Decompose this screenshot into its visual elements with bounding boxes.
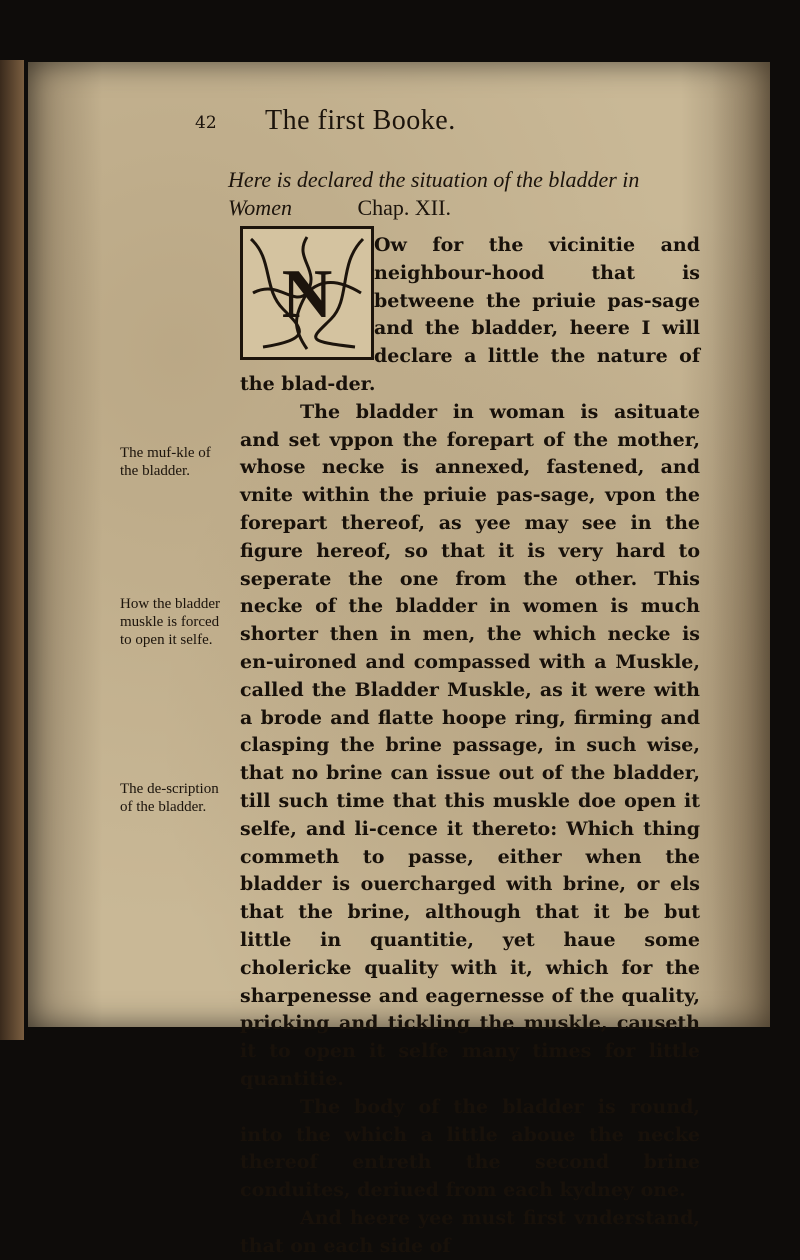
initial-glyph: N: [281, 256, 333, 333]
paragraph-2: The bladder in woman is asituate and set vppon the forepart of the mother, whose necke is annexed, fastened, and vnite within the priuie pas-sage, vpon the forepart thereof, as yee may see in the figure hereof, so that it is very hard to seperate the one from the other. This necke of the bladder in women is much shorter then in men, the which necke is en-uironed and compassed with a Muskle, called the Bladder Muskle, as it were with a brode and flatte hoope ring, firming and clasping the brine passage, in such wise, that no brine can issue out of the bladder, till such time that this muskle doe open it selfe, and li-cence it thereto: Which thing commeth to passe, either when the bladder is ouercharged with brine, or els that the brine, although that it be but little in quantitie, yet haue some cholericke quality with it, which for the sharpenesse and eagernesse of the quality, pricking and tickling the muskle, causeth it to open it selfe many times for little quantitie.: [240, 400, 700, 1090]
sidenote-description: The de-scription of the bladder.: [120, 781, 219, 815]
chapter-title-women: Women: [228, 195, 292, 220]
page-edge-right: [712, 62, 770, 1027]
paragraph-3: The body of the bladder is round, into the which a little aboue the necke thereof entreth the second brine conduites, deriued from each kydney one.: [240, 1095, 700, 1202]
sidenote-opening: How the bladder muskle is forced to open it selfe.: [120, 596, 220, 648]
initial-spacer: [240, 232, 374, 360]
page-edge-left: [0, 60, 24, 1040]
page-header: [195, 105, 675, 141]
chapter-title-line2: [228, 195, 668, 221]
paragraph-4: And heere yee must first vnderstand, that on each side of: [240, 1206, 700, 1257]
body-text: [240, 232, 700, 1260]
paragraph-1: Ow for the vicinitie and neighbour-hood that is betweene the priuie pas-sage and the bladder, heere I will declare a little the nature of the blad-der.: [240, 234, 700, 395]
running-head: The first Booke.: [265, 105, 456, 136]
chapter-number: Chap. XII.: [357, 195, 451, 220]
chapter-title: [228, 167, 668, 221]
chapter-title-line1: Here is declared the situation of the bladder in: [228, 167, 640, 192]
page-number: 42: [195, 113, 217, 133]
sidenote-muskle: The muf-kle of the bladder.: [120, 445, 211, 479]
